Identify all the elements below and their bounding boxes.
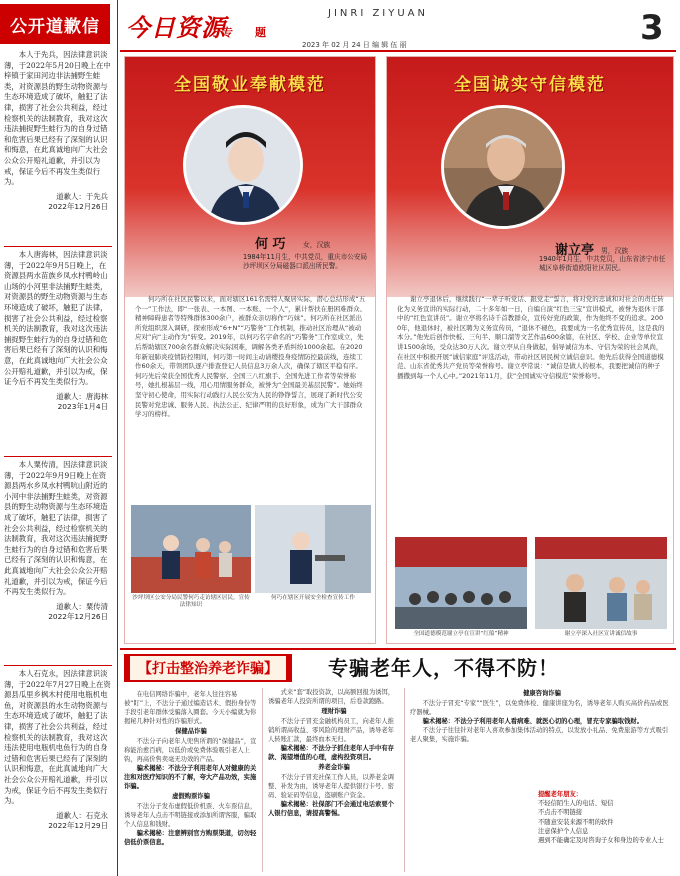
role-model-panel-integrity <box>386 56 674 644</box>
tip-item: 不轻信陌生人的电话、短信 <box>538 800 614 808</box>
person-name: 何 巧 <box>255 237 286 252</box>
notice-divider <box>4 246 112 247</box>
portrait-photo <box>183 105 303 225</box>
panel-title: 全国诚实守信模范 <box>454 75 606 95</box>
person-bio: 1984年11月生，中共党员，重庆市公安局沙坪坝区分局磁器口派出所民警。 <box>243 253 368 271</box>
header-rule <box>120 50 676 52</box>
notice-body: 本人粟传清，因法律意识淡薄，于2022年9月9日晚上在资源县两水乡凤水村鸭吭山附近的小河中非法捕野生蛙类，对资源县的野生动物资源与生态环境造成了破坏，触犯了法律，损害了社会公共利益，经过检察机关的法制教育，我对这次违法捕捉野生蛙行为的自身过错和危害后果已经有了深刻的认识和悔意，在此真诚地向广大社会公众公开赔礼道歉，并引以为戒，保证今后不再发生类似行为。 <box>4 460 108 597</box>
column-paragraph: 不法分子冒充社保工作人员，以养老金调整、补发为由，诱导老年人提供银行卡号、密码、验证码等信息，盗刷账户资金。 <box>268 774 394 799</box>
photo-caption-1: 全国道德模范谢立亭在宣讲“红船”精神 <box>413 631 509 637</box>
tip-item: 注意保护个人信息 <box>538 827 589 835</box>
notice-body: 本人石克永，因法律意识淡薄，于2022年7月27日晚上在资源县瓜里乡枫木村使用电瓶机电鱼，对资源县的水生动物资源与生态环境造成了破坏，触犯了法律，损害了社会公共利益，经过检察机关的法制教育，我对这次违法使用电瓶机电鱼行为的自身过错和危害后果已经有了深刻的认识和悔意，在此真诚地向广大社会公众公开赔礼道歉，并引以为戒，保证今后不再发生类似行为。 <box>4 669 111 806</box>
person-ethnicity: 男，汉族 <box>601 247 629 255</box>
column-paragraph: 不法分子冒充金融机构员工，向老年人推销所谓高收益、零风险的理财产品，诱导老年人转账汇款，最终血本无归。 <box>268 718 394 743</box>
fraud-tip: 骗术揭秘：不法分子利用老年人看病难、就医心切的心理，冒充专家骗取钱财。 <box>422 718 643 725</box>
article-photo-2 <box>535 537 667 629</box>
column-paragraph: 不法分子冒充“专家”“医生”，以免费体检、健康讲座为名，诱导老年人购买高价药品或医疗器械。 <box>410 700 669 716</box>
fraud-column-1 <box>124 690 258 874</box>
notice-date: 2022年12月26日 <box>48 202 108 212</box>
officer-visit-photo-icon <box>131 505 251 593</box>
newspaper-masthead: 今日资源 <box>126 13 226 42</box>
article-photo-1 <box>395 537 527 629</box>
column-paragraph: 式来“套”取投资款，以高额回报为诱饵，诱骗老年人投资所谓的项目，后卷款跑路。 <box>268 689 395 705</box>
person-ethnicity: 女，汉族 <box>303 241 331 249</box>
column-paragraph: 不法分子发布虚假低价机票、火车票信息，诱导老年人点击不明链接或添加所谓客服，骗取个人信息和钱财。 <box>124 803 257 828</box>
fraud-tip: 骗术揭秘：社保部门不会通过电话索要个人银行信息，请提高警惕。 <box>268 801 394 817</box>
elderly-tips-box <box>538 790 674 845</box>
apology-notice-2 <box>4 250 112 413</box>
article-photo-1 <box>131 505 251 593</box>
officer-work-photo-icon <box>255 505 371 593</box>
subheading-ticket-fraud: 虚假购票诈骗 <box>172 793 210 800</box>
page-number: 3 <box>640 8 664 48</box>
subheading-finance-fraud: 理财诈骗 <box>321 708 347 715</box>
fraud-column-3 <box>410 688 674 788</box>
notice-divider <box>4 456 112 457</box>
subheading-pension-fraud: 养老金诈骗 <box>318 764 350 771</box>
notice-signature: 道歉人：唐海林 <box>56 391 108 401</box>
apology-column-heading: 公开道歉信 <box>0 4 110 44</box>
column-paragraph: 不法分子向老年人兜售所谓的“保健品”，宣称能治愈百病，以低价或免费体验吸引老人上钩，再高价售卖毫无功效的产品。 <box>124 738 257 763</box>
community-photo-icon <box>535 537 667 629</box>
tip-item: 不随意安装来源不明的软件 <box>538 818 614 826</box>
notice-date: 2023年1月4日 <box>57 402 108 412</box>
apology-notice-4 <box>4 669 112 832</box>
article-photo-2 <box>255 505 371 593</box>
notice-body: 本人唐海林，因法律意识淡薄，于2022年9月5日晚上，在资源县两水苗族乡凤水村鸭岭山山场的小河里非法捕野生蛙类，对资源县的野生动物资源与生态环境造成了破坏，触犯了法律，损害了社会公共利益，经过检察机关的法制教育，我对这次违法捕捉野生蛙行为的自身过错和危害后果已经有了深刻的认识和悔意，在此真诚地向广大社会公众公开赔礼道歉，并引以为戒，保证今后不再发生类似行为。 <box>4 250 108 387</box>
fraud-tip: 骗术揭秘：不法分子抓住老年人手中有存款、渴望增值的心理，虚构投资项目。 <box>268 745 394 761</box>
subheading-health-products: 保健品诈骗 <box>175 728 207 735</box>
notice-signature: 道歉人：粟传清 <box>56 601 108 611</box>
subheading-health-consult: 健康咨询诈骗 <box>523 690 561 697</box>
fraud-column-2 <box>268 688 400 874</box>
apology-notice-3 <box>4 460 112 623</box>
panel-title: 全国敬业奉献模范 <box>174 75 326 95</box>
column-divider <box>404 688 405 872</box>
notice-date: 2022年12月26日 <box>48 612 108 622</box>
notice-signature: 道歉人：于先兵 <box>56 191 108 201</box>
article-headline: 专骗老年人，不得不防！ <box>328 656 559 680</box>
notice-signature: 道歉人：石克永 <box>56 810 108 820</box>
article-body: 谢立亭退休后，继续践行“一辈子听党话、跟党走”誓言，将对党的忠诚和对社会的责任转化为义务宣讲的实际行动，二十多年如一日，自编自演“红色三宝”宣讲模式，被誉为退休干部中的“红色宣讲员”。谢立亭将名诗千首教群众，宣传好党的政策，作为他终不变的追求。2000年，他退休时，被社区聘为义务宣传员，“退休不褪色，我要成为一名优秀宣传员，这是我的本分。”他先后创作快板、三句半、顺口溜等文艺作品600余篇，在社区、学校、企业等单位宣讲1500余场，受众达30万人次。谢立亭从自身做起，倡导诚信为本、守信为荣的社会风尚，在社区中积极开展“诚信家庭”评选活动，带动社区居民树立诚信意识。他先后获得全国道德模范、山东省优秀共产党员等荣誉称号。谢立亭常说：“诚信是做人的根本，我要把诚信的种子播撒到每一个人心中。”2021年11月，获“全国诚实守信模范”荣誉称号。 <box>397 295 665 380</box>
section-label: 专题 <box>222 26 288 39</box>
person-bio: 1940年1月生，中共党员，山东省济宁市任城区阜桥街道欧阳社区居民。 <box>539 255 666 273</box>
column-paragraph: 不法分子往往针对老年人喜欢参加集体活动的特点，以发放小礼品、免费旅游等方式吸引老人聚集，实施诈骗。 <box>410 727 669 743</box>
notice-divider <box>4 665 112 666</box>
photo-caption-2: 谢立亭深入社区宣讲诚信故事 <box>564 631 638 637</box>
portrait-photo <box>441 105 565 229</box>
photo-caption-2: 何巧在辖区开展安全检查宣传工作 <box>271 595 355 601</box>
tips-title: 提醒老年朋友： <box>538 791 583 798</box>
tip-item: 遇到不能确定及时咨询子女和身边的专业人士 <box>538 837 664 845</box>
person-name: 谢立亭 <box>555 243 595 258</box>
tip-item: 不点击不明链接 <box>538 809 583 817</box>
column-tag: 【打击整治养老诈骗】 <box>124 654 292 682</box>
photo-caption-1: 沙坪坝区公安分局民警何巧走访辖区居民，宣传法律知识 <box>132 595 250 608</box>
lecture-photo-icon <box>395 537 527 629</box>
issue-dateline: 2023 年 02 月 24 日 编 辑 伍 丽 <box>302 41 407 49</box>
section-rule <box>120 648 676 650</box>
notice-date: 2022年12月29日 <box>48 821 108 831</box>
fraud-tip: 骗术揭秘：不法分子利用老年人对健康的关注和对医疗知识的不了解，夸大产品功效，实施诈骗。 <box>124 765 257 790</box>
column-divider <box>262 688 263 872</box>
apology-notice-1 <box>4 50 112 213</box>
role-model-panel-dedication <box>124 56 376 644</box>
article-body: 何巧所在社区民警以来，面对辖区161名需特人聚居实际，潜心总结形成“五个一”工作法，即“一张表、一本图、一本账、一个人”，累计帮扶在册困难群众、精神障碍患者等特殊群体300余户，被群众亲切称作“巧妹”。何巧所在社区派出所党组织深入调研，探索形成“6+N”“巧警务”工作机制，推动社区治理从“被动应对”向“主动作为”转变。2019年，以何巧名字命名的“巧警务”工作室成立，先后帮助辖区700余名群众解决实际困难，调解各类矛盾纠纷1000余起。在2020年新冠肺炎疫情防控期间，何巧第一时间主动请缨投身疫情防控最前线，连续工作60余天，带领团队逐户排查登记人员信息3万余人次，确保了辖区平稳有序。何巧先后荣获全国优秀人民警察、全国三八红旗手、全国先进工作者等荣誉称号，她扎根基层一线，用心用情服务群众，被誉为“全国最美基层民警”。她始终坚守初心使命，用实际行动践行人民公安为人民的铮铮誓言，展现了新时代公安民警对党忠诚、服务人民、执法公正、纪律严明的良好形象，成为广大干部群众学习的榜样。 <box>135 295 367 419</box>
notice-body: 本人于先兵，因法律意识淡薄，于2022年5月20日晚上在中梓镇于家田河边非法捕野生蛙类，对资源县的野生动物资源与生态环境造成了破坏，触犯了法律，损害了社会公共利益，经过检察机关的法制教育，我对这次违法捕捉野生蛙行为的自身过错和危害后果已经有了深刻的认识和悔意，在此真诚地向广大社会公众公开赔礼道歉，并引以为戒，保证今后不再发生类似行为。 <box>4 50 111 187</box>
column-intro: 在电信网络诈骗中，老年人往往容易被“盯”上，不法分子通过编造话术、假扮身份等手段引老年群体受骗落入圈套。今天小编就为你揭秘几种针对性的诈骗形式。 <box>124 691 257 725</box>
fraud-tip: 骗术揭秘：注意辨别官方购票渠道，切勿轻信低价票信息。 <box>124 830 257 846</box>
masthead-pinyin: JINRI ZIYUAN <box>328 8 429 19</box>
